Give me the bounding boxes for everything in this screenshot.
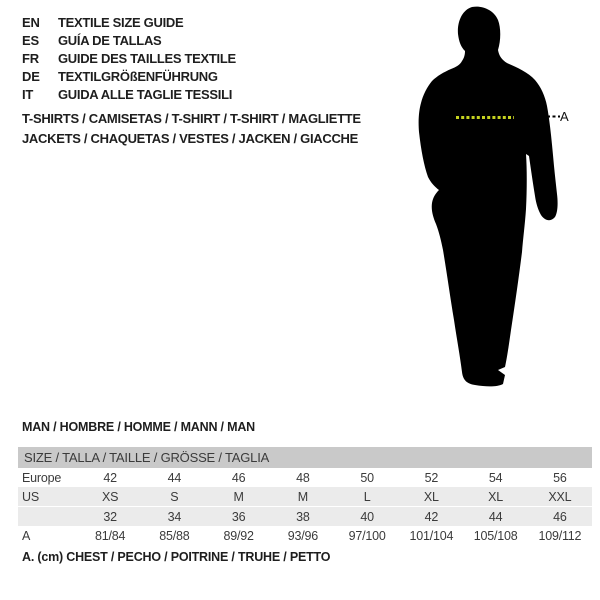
category-tshirts: T-SHIRTS / CAMISETAS / T-SHIRT / T-SHIRT / MAGLIETTE: [22, 111, 361, 126]
size-value-cell: L: [335, 487, 399, 507]
measure-label-a: A: [560, 109, 569, 124]
size-value-cell: 32: [103, 509, 117, 524]
language-row: [22, 67, 236, 85]
size-value-cell: M: [207, 487, 271, 507]
man-silhouette: [402, 4, 572, 394]
language-code: DE: [22, 68, 40, 84]
language-label: GUIDE DES TAILLES TEXTILE: [58, 50, 236, 66]
size-value-cell: 54: [488, 470, 503, 485]
size-value-cell: 89/92: [223, 528, 254, 543]
table-row-us-numeric: [18, 507, 592, 527]
category-jackets: JACKETS / CHAQUETAS / VESTES / JACKEN / GIACCHE: [22, 131, 358, 146]
size-value-cell: 81/84: [94, 528, 126, 543]
size-value-cell: 38: [296, 509, 310, 524]
size-value-cell: 46: [231, 470, 246, 485]
language-code: IT: [22, 86, 34, 102]
size-value-cell: 105/108: [473, 528, 518, 543]
size-value-cell: M: [271, 487, 335, 507]
language-row: [22, 31, 236, 49]
row-label: Europe: [22, 470, 62, 485]
size-value-cell: 44: [167, 470, 182, 485]
language-code: EN: [22, 14, 40, 30]
size-value-cell: 42: [424, 509, 439, 524]
language-label: TEXTILGRÖßENFÜHRUNG: [58, 68, 218, 84]
size-value-cell: S: [142, 487, 206, 507]
size-value-cell: 101/104: [409, 528, 454, 543]
table-header: SIZE / TALLA / TAILLE / GRÖSSE / TAGLIA: [18, 447, 592, 468]
language-row: [22, 49, 236, 67]
table-row-chest-a: [18, 526, 592, 545]
language-code: FR: [22, 50, 39, 66]
man-silhouette-figure: [402, 4, 572, 394]
size-value-cell: 48: [296, 470, 310, 485]
size-value-cell: 52: [424, 470, 439, 485]
category-list: [22, 109, 361, 149]
size-value-cell: XL: [464, 487, 528, 507]
size-value-cell: XL: [399, 487, 463, 507]
language-label: GUÍA DE TALLAS: [58, 32, 162, 48]
size-value-cell: 36: [231, 509, 246, 524]
language-label: GUIDA ALLE TAGLIE TESSILI: [58, 86, 233, 102]
language-row: [22, 13, 236, 31]
size-table: [18, 447, 592, 545]
row-label: US: [18, 487, 78, 507]
row-label: [18, 507, 78, 527]
size-value-cell: 97/100: [348, 528, 386, 543]
size-value-cell: 40: [360, 509, 374, 524]
language-code: ES: [22, 32, 39, 48]
language-list: [22, 13, 236, 103]
size-value-cell: 44: [488, 509, 503, 524]
language-row: [22, 85, 236, 103]
table-row-us-letters: [18, 487, 592, 507]
table-row-europe: [18, 468, 592, 487]
section-title-man: MAN / HOMBRE / HOMME / MANN / MAN: [22, 420, 255, 434]
size-value-cell: XS: [78, 487, 142, 507]
size-value-cell: 42: [103, 470, 117, 485]
size-value-cell: 46: [553, 509, 567, 524]
language-label: TEXTILE SIZE GUIDE: [58, 14, 184, 30]
table-header-row: [18, 447, 592, 468]
size-value-cell: 34: [167, 509, 182, 524]
size-value-cell: 85/88: [159, 528, 190, 543]
size-value-cell: 56: [553, 470, 567, 485]
size-value-cell: XXL: [528, 487, 592, 507]
footnote-chest-legend: A. (cm) CHEST / PECHO / POITRINE / TRUHE / PETTO: [22, 550, 331, 564]
size-value-cell: 109/112: [538, 528, 582, 543]
size-value-cell: 50: [360, 470, 374, 485]
size-value-cell: 93/96: [287, 528, 319, 543]
row-label: A: [22, 528, 31, 543]
